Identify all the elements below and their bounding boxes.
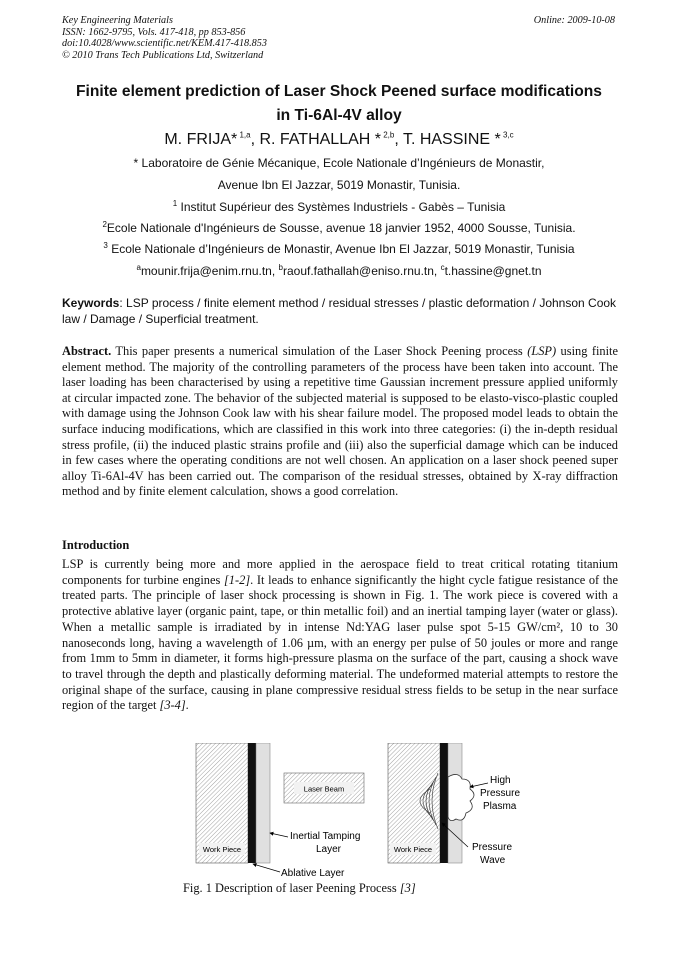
email-a[interactable]: mounir.frija@enim.rnu.tn,	[140, 264, 276, 278]
author-affiliation-mark: 3,c	[500, 130, 514, 140]
keywords-section	[62, 296, 618, 327]
author-list: M. FRIJA* $^{1,a}$, R. FATHALLAH * $^{2,b}$, T. HASSINE * $^{3,c}$	[164, 130, 514, 148]
citation-3-4[interactable]: [3-4]	[159, 698, 186, 713]
laser-beam-label: Laser Beam	[303, 784, 345, 794]
introduction-paragraph: LSP is currently being more and more applied in the aerospace field to treat critical rotating titanium components for turbine engines [1-2]. It leads to enhance significantly the hight cycle fatigue resistance of the treated parts. The principle of laser shock processing is shown in Fig. 1. The work piece is covered with a protective ablative layer (organic paint, tape, or thin metallic foil) and an inertial tamping layer (water or glass). When a metallic sample is irradiated by in intense Nd:YAG laser pulse spot 5-15 GW/cm², 10 to 30 nanoseconds long, having a wavelength of 1.06 µm, with an energy per pulse of 50 joules or more and range from 1mm to 5mm in diameter, it forms high-pressure plasma on the surface of the part, causing a shock wave to travel through the depth and plastically deforming material. The undeformed material attempts to restore the original shape of the surface, causing in plane compressive residual stress fields to be setup in the near surface region of the target [3-4].	[62, 557, 618, 713]
ablative-layer-right	[440, 743, 448, 863]
pressure-wave-label-2: Wave	[480, 855, 506, 866]
work-piece-label-left: Work Piece	[202, 845, 242, 854]
doi-line: doi:10.4028/www.scientific.net/KEM.417-418.853	[62, 38, 267, 49]
citation-3[interactable]: [3]	[399, 881, 416, 895]
paper-title	[40, 80, 638, 128]
author-name: M. FRIJA*	[164, 131, 238, 148]
pressure-label: Pressure	[480, 788, 520, 799]
work-piece-label-right: Work Piece	[393, 845, 433, 854]
title-line-1: Finite element prediction of Laser Shock Peened surface modifications	[76, 83, 602, 100]
right-panel	[388, 743, 520, 866]
email-c[interactable]: t.hassine@gnet.tn	[444, 264, 542, 278]
online-date: Online: 2009-10-08	[533, 15, 615, 26]
plasma-bubble	[448, 774, 474, 820]
affiliation-star-line-1: * Laboratoire de Génie Mécanique, Ecole Nationale d’Ingénieurs de Monastir,	[133, 156, 545, 170]
plasma-label: Plasma	[483, 801, 517, 812]
ablative-layer-label: Ablative Layer	[281, 868, 345, 879]
affiliation-star-line-2: Avenue Ibn El Jazzar, 5019 Monastir, Tunisia.	[217, 178, 461, 192]
high-label: High	[490, 775, 511, 786]
journal-name: Key Engineering Materials	[62, 15, 173, 26]
abstract-section: Abstract. This paper presents a numerical simulation of the Laser Shock Peening process (LSP) using finite element method. The majority of the controlling parameters of the process have been taken into account. The laser loading has been characterised by using a repetitive time Gaussian increment pressure applied uniformly at circular impacted zone. The behavior of the subjected material is supposed to be elasto-visco-plastic coupled with damage using the Johnson Cook law with his shear failure model. The proposed model leads to obtain the surface inducing modifications, which are classified in this work into three categories: (i) the in-depth residual stress profile, (ii) the induced plastic strains profile and (iii) also the superficial damage which can be induced in few cases where the operating conditions are not well chosen. An application on a laser shock peened super alloy Ti-6Al-4V has been carried out. The comparison of the residual stresses, obtained by X-ray diffraction method and by finite element calculation, shows a good correlation.	[62, 344, 618, 499]
citation-1-2[interactable]: [1-2]	[223, 572, 251, 587]
author-affiliation-mark: 1,a	[237, 130, 251, 140]
abstract-label: Abstract.	[62, 344, 112, 358]
publication-metadata	[62, 15, 267, 61]
affiliation-2: $^2$Ecole Nationale d'Ingénieurs de Sousse, avenue 18 janvier 1952, 4000 Sousse, Tunisia.	[102, 220, 576, 235]
affiliation-3: $^3$ Ecole Nationale d’Ingénieurs de Monastir, Avenue Ibn El Jazzar, 5019 Monastir, Tunisia	[103, 241, 575, 256]
author-name: R. FATHALLAH *	[259, 131, 381, 148]
inertial-layer-label-2: Layer	[316, 844, 342, 855]
email-b[interactable]: raouf.fathallah@eniso.rnu.tn,	[282, 264, 438, 278]
author-affiliation-mark: 2,b	[380, 130, 395, 140]
keywords-label: Keywords	[62, 296, 120, 310]
figure-1-caption: Fig. 1 Description of laser Peening Process [3]	[183, 881, 416, 895]
inertial-layer-left	[256, 743, 270, 863]
author-emails: $^a$mounir.frija@enim.rnu.tn, $^b$raouf.fathallah@eniso.rnu.tn, $^c$t.hassine@gnet.tn	[136, 263, 542, 278]
author-name: T. HASSINE *	[402, 131, 501, 148]
inertial-layer-label-1: Inertial Tamping	[290, 831, 361, 842]
left-panel	[196, 743, 364, 879]
ablative-layer-left	[248, 743, 256, 863]
affiliation-1: $^1$ Institut Supérieur des Systèmes Industriels - Gabès – Tunisia	[172, 199, 506, 214]
issn-line: ISSN: 1662-9795, Vols. 417-418, pp 853-856	[62, 26, 246, 38]
title-line-2: in Ti-6Al-4V alloy	[276, 107, 402, 124]
section-heading-introduction: Introduction	[62, 538, 130, 552]
pressure-wave-label-1: Pressure	[472, 842, 513, 853]
copyright-line: © 2010 Trans Tech Publications Ltd, Switzerland	[62, 49, 264, 61]
figure-1-laser-peening-diagram	[190, 743, 520, 879]
keywords-text: : LSP process / finite element method / residual stresses / plastic deformation / Johnson Cook law / Damage / Superficial treatment.	[62, 296, 617, 326]
